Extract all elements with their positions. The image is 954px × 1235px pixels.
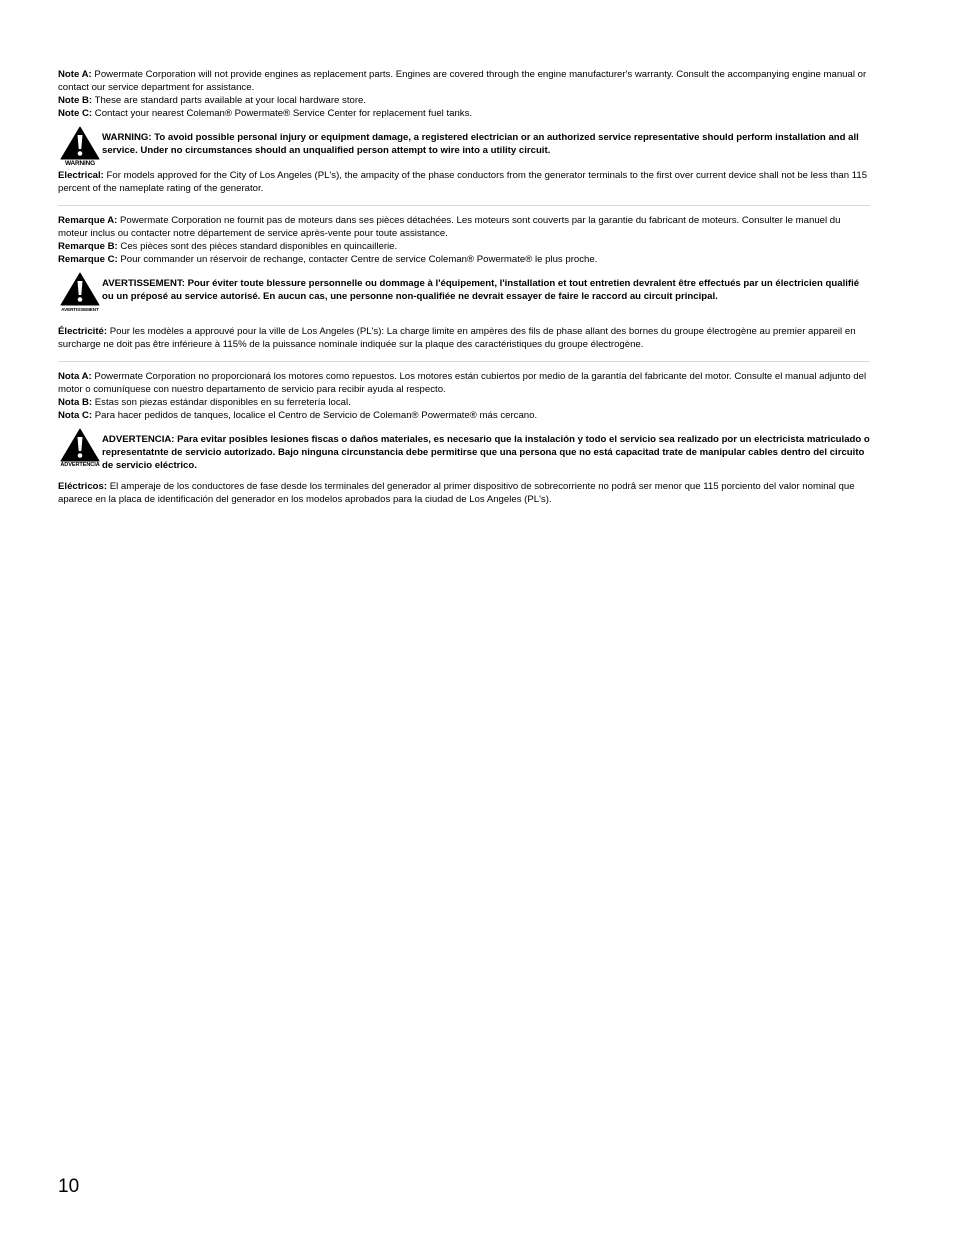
note-b: Note B: These are standard parts available at your local hardware store. [58,95,367,106]
advertencia-text: ADVERTENCIA: Para evitar posibles lesiones fiscas o daños materiales, es necesario que la instalación y todo el servicio sea realizado por un electricista matriculado o representatnte de servicio autorizado. Bajo ninguna circunstancia debe permitirse que una persona que no está capacitad trate de manipular cables dentro del circuito de servicio eléctrico. [102,434,870,471]
electrical-note: Electrical: For models approved for the City of Los Angeles (PL's), the ampacity of the phase conductors from the generator terminals to the first over current device shall not be less than 115 percent of the nameplate rating of the generator. [58,170,868,194]
warning-text: WARNING: To avoid possible personal injury or equipment damage, a registered electrician or an authorized service representative should perform installation and all service. Under no circumstances should an unqualified person attempt to wire into a utility circuit. [102,132,859,156]
section-spanish [58,370,870,506]
remarque-b: Remarque B: Ces pièces sont des pièces standard disponibles en quincaillerie. [58,241,398,252]
remarque-c: Remarque C: Pour commander un réservoir de rechange, contacter Centre de service Coleman® Powermate® le plus proche. [58,254,598,265]
note-c: Note C: Contact your nearest Coleman® Powermate® Service Center for replacement fuel tanks. [58,108,473,119]
nota-b: Nota B: Estas son piezas estándar disponibles en su ferretería local. [58,397,351,408]
section-english [58,68,870,195]
warning-triangle-icon [58,126,102,167]
remarque-a: Remarque A: Powermate Corporation ne fournit pas de moteurs dans ses pièces détachées. Les moteurs sont couverts par la garantie du fabricant de moteurs. Consulter le manuel du moteur inclus ou contacter notre département de service après-vente pour toute assistance. [58,215,841,239]
avertissement-text: AVERTISSEMENT: Pour éviter toute blessure personnelle ou dommage à l'équipement, l'installation et tout entretien devralent être effectués par un électricien qualifié ou un préposé au service autorisé. En aucun cas, une personne non-qualifiée ne devrait essayer de faire le raccord au circuit principal. [102,278,860,302]
warning-triangle-icon [58,428,102,469]
electricite-note: Électricité: Pour les modèles a approuvé pour la ville de Los Angeles (PL's): La charge limite en ampères des fils de phase allant des bornes du groupe électrogène au premier appareil en surcharge ne doit pas être inférieure à 115% de la puissance nominale indiquée sur la plaque des caractéristiques du groupe électrogène. [58,326,856,350]
avertissement-caption: AVERTISSEMENT [61,307,99,312]
page-number: 10 [58,1176,80,1197]
section-french [58,214,870,351]
warning-triangle-icon [58,272,102,313]
page-content [58,68,870,506]
nota-a: Nota A: Powermate Corporation no proporcionará los motores como repuestos. Los motores están cubiertos por medio de la garantía del fabricante del motor. Consulte el manual adjunto del motor o comuníquese con nuestro departamento de servicio para recibir ayuda al respecto. [58,371,867,395]
avertissement-block [58,272,870,313]
electricos-note: Eléctricos: El amperaje de los conductores de fase desde los terminales del generador al primer dispositivo de sobrecorriente no podrâ ser menor que 115 porciento del valor nominal que aparece en la placa de identificación del generador en los modelos aprobados para la ciudad de Los Angeles (PL's). [58,481,855,505]
nota-c: Nota C: Para hacer pedidos de tanques, localice el Centro de Servicio de Coleman® Powermate® más cercano. [58,410,538,421]
warning-caption: WARNING [64,160,95,167]
warning-block [58,126,870,167]
advertencia-block [58,428,870,472]
advertencia-caption: ADVERTENCIA [60,462,100,468]
section-divider [58,205,870,206]
section-divider [58,361,870,362]
note-a: Note A: Powermate Corporation will not provide engines as replacement parts. Engines are covered through the engine manufacturer's warranty. Consult the accompanying engine manual or contact our service department for assistance. [58,69,867,93]
